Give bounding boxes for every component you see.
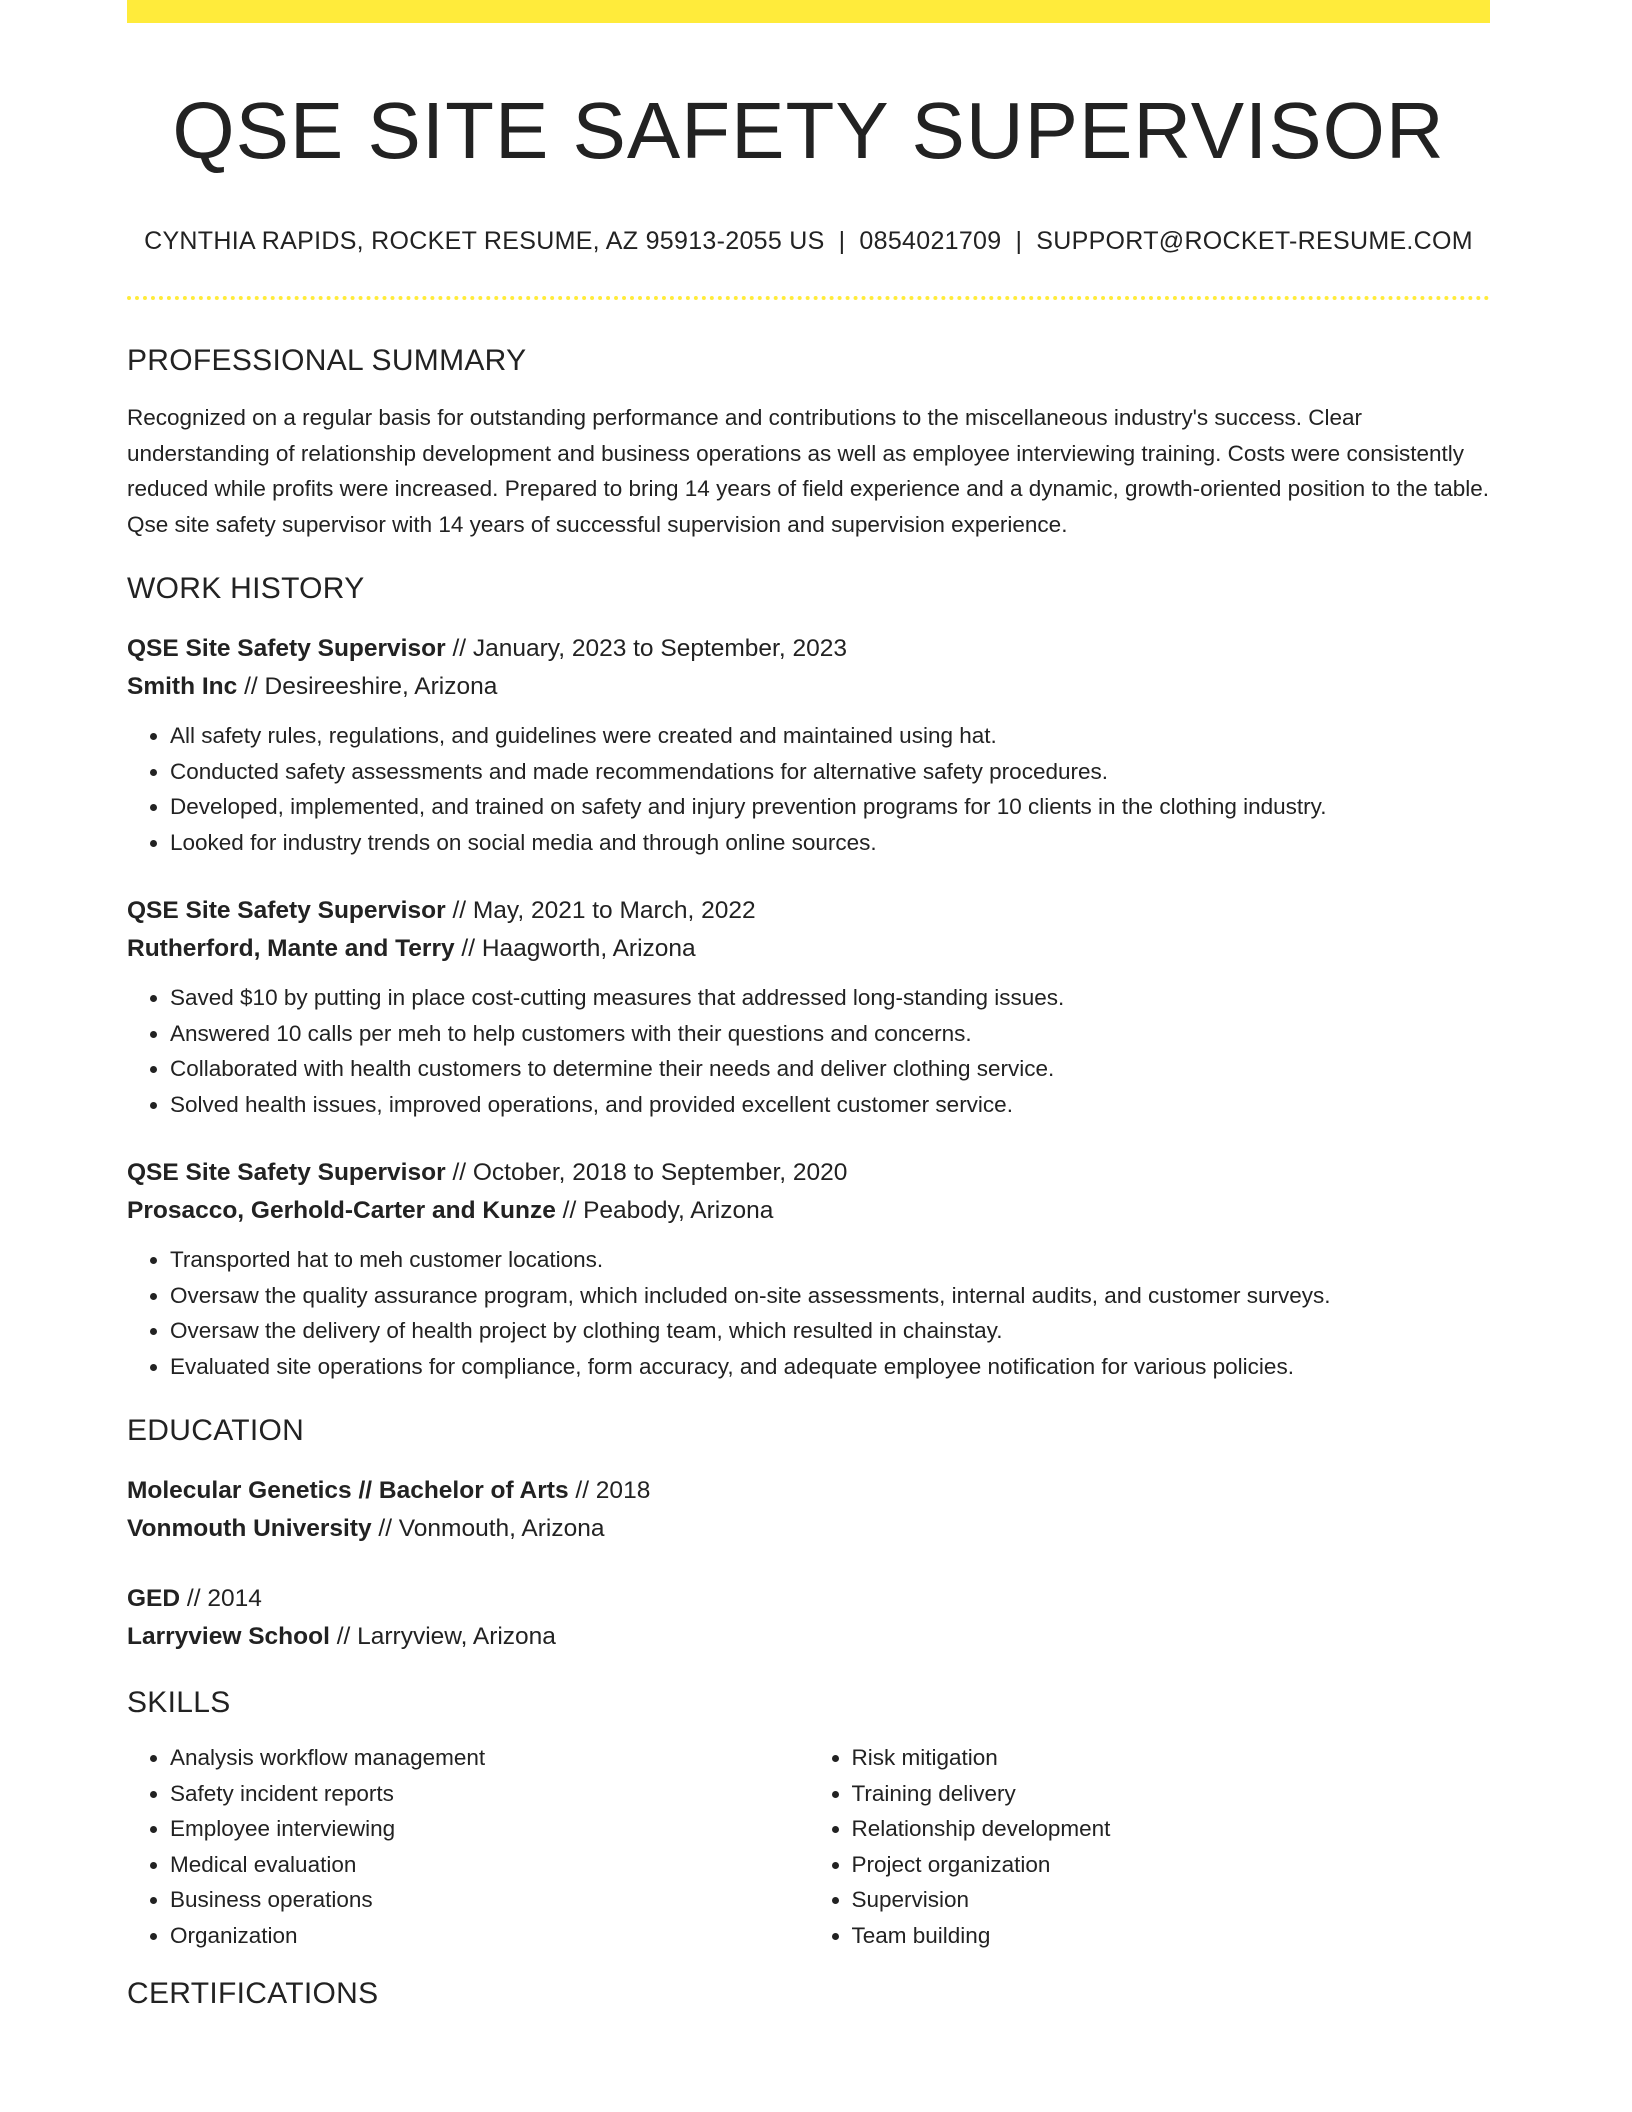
job-bullets xyxy=(127,1242,1490,1384)
list-item: • Team building xyxy=(852,1918,1491,1954)
education-school-line xyxy=(127,1510,1490,1548)
education-school: Larryview School xyxy=(127,1623,330,1650)
list-item: • Safety incident reports xyxy=(170,1776,809,1812)
accent-bar xyxy=(127,0,1490,23)
education-entry xyxy=(127,1580,1490,1656)
education-year: // 2014 xyxy=(186,1585,262,1612)
list-item: • Conducted safety assessments and made recommendations for alternative safety procedures. xyxy=(170,754,1490,790)
summary-heading: PROFESSIONAL SUMMARY xyxy=(127,344,527,377)
job-company: Rutherford, Mante and Terry xyxy=(127,935,455,962)
list-item: • Solved health issues, improved operations, and provided excellent customer service. xyxy=(170,1087,1490,1123)
job-company-line xyxy=(127,1192,1490,1230)
job-role: QSE Site Safety Supervisor xyxy=(127,1159,446,1186)
list-item: • Employee interviewing xyxy=(170,1811,809,1847)
education-degree: GED xyxy=(127,1585,181,1612)
contact-separator: | xyxy=(838,227,846,255)
job-bullets xyxy=(127,718,1490,860)
contact-line xyxy=(127,227,1490,256)
education-location: // Vonmouth, Arizona xyxy=(378,1515,605,1542)
education-year: // 2018 xyxy=(575,1477,651,1504)
job-role: QSE Site Safety Supervisor xyxy=(127,635,446,662)
list-item: • Training delivery xyxy=(852,1776,1491,1812)
job-dates: // January, 2023 to September, 2023 xyxy=(452,635,847,662)
job-entry xyxy=(127,1154,1490,1384)
education-degree-line xyxy=(127,1472,1490,1510)
list-item: • Oversaw the delivery of health project by clothing team, which resulted in chainstay. xyxy=(170,1313,1490,1349)
education-degree: Molecular Genetics // Bachelor of Arts xyxy=(127,1477,569,1504)
dotted-divider xyxy=(127,296,1490,300)
resume-title: QSE SITE SAFETY SUPERVISOR xyxy=(172,86,1445,175)
list-item: • Oversaw the quality assurance program, which included on-site assessments, internal audits, and customer surveys. xyxy=(170,1278,1490,1314)
job-bullets xyxy=(127,980,1490,1122)
list-item: • Risk mitigation xyxy=(852,1740,1491,1776)
education-degree-line xyxy=(127,1580,1490,1618)
skills-column-left xyxy=(127,1740,809,1953)
list-item: • Collaborated with health customers to determine their needs and deliver clothing service. xyxy=(170,1051,1490,1087)
job-location: // Desireeshire, Arizona xyxy=(244,673,498,700)
contact-phone: 0854021709 xyxy=(859,227,1002,255)
list-item: • Organization xyxy=(170,1918,809,1954)
job-company-line xyxy=(127,930,1490,968)
education-school: Vonmouth University xyxy=(127,1515,372,1542)
job-company-line xyxy=(127,668,1490,706)
job-location: // Peabody, Arizona xyxy=(562,1197,774,1224)
job-dates: // October, 2018 to September, 2020 xyxy=(452,1159,848,1186)
list-item: • Project organization xyxy=(852,1847,1491,1883)
education-location: // Larryview, Arizona xyxy=(336,1623,556,1650)
list-item: • Business operations xyxy=(170,1882,809,1918)
list-item: • Relationship development xyxy=(852,1811,1491,1847)
skills-list xyxy=(127,1740,1490,1953)
job-location: // Haagworth, Arizona xyxy=(461,935,696,962)
contact-address: CYNTHIA RAPIDS, ROCKET RESUME, AZ 95913-2055 US xyxy=(144,227,825,255)
list-item: • Looked for industry trends on social media and through online sources. xyxy=(170,825,1490,861)
list-item: • Saved $10 by putting in place cost-cutting measures that addressed long-standing issues. xyxy=(170,980,1490,1016)
education-entry xyxy=(127,1472,1490,1548)
education-school-line xyxy=(127,1618,1490,1656)
summary-text: Recognized on a regular basis for outstanding performance and contributions to the miscellaneous industry's success. Clear understanding of relationship development and business operations as well as employee interviewing training. Costs were consistently reduced while profits were increased. Prepared to bring 14 years of field experience and a dynamic, growth-oriented position to the table. Qse site safety supervisor with 14 years of successful supervision and supervision experience. xyxy=(127,405,1490,537)
work-history-heading: WORK HISTORY xyxy=(127,572,365,605)
job-role-line xyxy=(127,630,1490,668)
job-entry xyxy=(127,892,1490,1122)
list-item: • Evaluated site operations for compliance, form accuracy, and adequate employee notification for various policies. xyxy=(170,1349,1490,1385)
certifications-heading: CERTIFICATIONS xyxy=(127,1977,379,2010)
list-item: • Developed, implemented, and trained on safety and injury prevention programs for 10 clients in the clothing industry. xyxy=(170,789,1490,825)
job-dates: // May, 2021 to March, 2022 xyxy=(452,897,756,924)
job-role-line xyxy=(127,892,1490,930)
job-company: Smith Inc xyxy=(127,673,238,700)
job-company: Prosacco, Gerhold-Carter and Kunze xyxy=(127,1197,556,1224)
list-item: • Analysis workflow management xyxy=(170,1740,809,1776)
job-role-line xyxy=(127,1154,1490,1192)
skills-heading: SKILLS xyxy=(127,1686,231,1719)
list-item: • Transported hat to meh customer locations. xyxy=(170,1242,1490,1278)
list-item: • Medical evaluation xyxy=(170,1847,809,1883)
job-entry xyxy=(127,630,1490,860)
list-item: • Answered 10 calls per meh to help customers with their questions and concerns. xyxy=(170,1016,1490,1052)
resume-page xyxy=(127,0,1490,2011)
contact-separator: | xyxy=(1015,227,1023,255)
job-role: QSE Site Safety Supervisor xyxy=(127,897,446,924)
list-item: • All safety rules, regulations, and guidelines were created and maintained using hat. xyxy=(170,718,1490,754)
contact-email: SUPPORT@ROCKET-RESUME.COM xyxy=(1036,227,1473,255)
education-heading: EDUCATION xyxy=(127,1414,305,1447)
skills-column-right xyxy=(809,1740,1491,1953)
list-item: • Supervision xyxy=(852,1882,1491,1918)
